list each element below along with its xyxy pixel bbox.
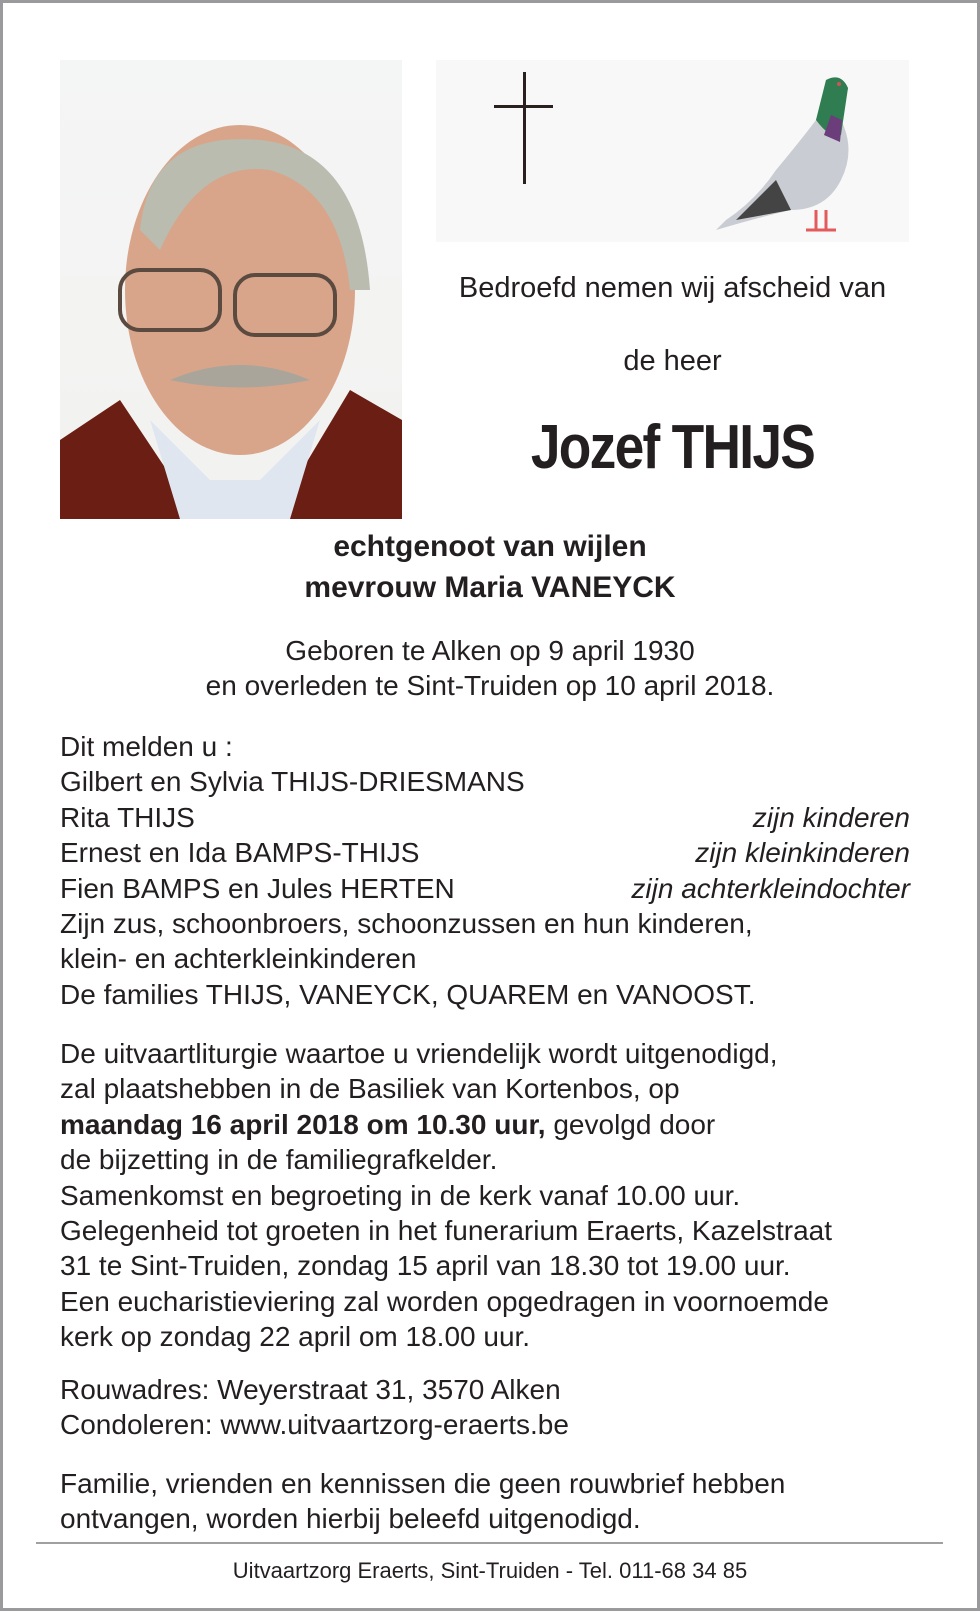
family-names: Ernest en Ida BAMPS-THIJS bbox=[60, 837, 420, 869]
family-row bbox=[60, 871, 910, 906]
family-names: Rita THIJS bbox=[60, 801, 195, 833]
birth-line: Geboren te Alken op 9 april 1930 bbox=[285, 635, 695, 666]
cross-icon bbox=[494, 72, 553, 184]
pigeon-icon bbox=[716, 77, 849, 230]
spouse-line: mevrouw Maria VANEYCK bbox=[304, 571, 676, 604]
funeral-info bbox=[60, 1036, 910, 1355]
mourning-address: Rouwadres: Weyerstraat 31, 3570 Alken bbox=[60, 1374, 561, 1405]
funeral-line: de bijzetting in de familiegrafkelder. bbox=[60, 1144, 498, 1176]
intro-text: Bedroefd nemen wij afscheid van bbox=[458, 272, 887, 304]
other-relatives: Zijn zus, schoonbroers, schoonzussen en hun kinderen, bbox=[60, 908, 753, 940]
family-names: Fien BAMPS en Jules HERTEN bbox=[60, 872, 455, 904]
family-names: Gilbert en Sylvia THIJS-DRIESMANS bbox=[60, 766, 525, 798]
spouse-line: echtgenoot van wijlen bbox=[333, 530, 647, 563]
other-relatives: De families THIJS, VANEYCK, QUAREM en VANOOST. bbox=[60, 978, 756, 1010]
announcement bbox=[60, 729, 910, 1012]
family-relation: zijn achterkleindochter bbox=[631, 872, 910, 904]
closing-text bbox=[60, 1466, 910, 1537]
funeral-line: zal plaatshebben in de Basiliek van Kortenbos, op bbox=[60, 1073, 680, 1105]
deceased-name: Jozef THIJS bbox=[530, 413, 815, 482]
family-row bbox=[60, 835, 910, 870]
footer-divider bbox=[36, 1542, 943, 1544]
portrait-photo bbox=[60, 60, 402, 519]
closing-line: ontvangen, worden hierbij beleefd uitgenodigd. bbox=[60, 1503, 641, 1535]
contact-info bbox=[60, 1372, 910, 1443]
funeral-text: gevolgd door bbox=[545, 1108, 716, 1140]
funeral-line: Samenkomst en begroeting in de kerk vanaf 10.00 uur. bbox=[60, 1179, 741, 1211]
funeral-home-footer: Uitvaartzorg Eraerts, Sint-Truiden - Tel. 011-68 34 85 bbox=[232, 1558, 748, 1583]
funeral-line: De uitvaartliturgie waartoe u vriendelijk wordt uitgenodigd, bbox=[60, 1038, 778, 1069]
life-dates bbox=[0, 633, 980, 703]
funeral-datetime: maandag 16 april 2018 om 10.30 uur, bbox=[60, 1108, 546, 1140]
title-text: de heer bbox=[623, 345, 722, 377]
funeral-line: Gelegenheid tot groeten in het funerarium Eraerts, Kazelstraat bbox=[60, 1215, 832, 1247]
spouse-info bbox=[0, 526, 980, 608]
death-line: en overleden te Sint-Truiden op 10 april 2018. bbox=[205, 670, 775, 701]
closing-line: Familie, vrienden en kennissen die geen rouwbrief hebben bbox=[60, 1468, 786, 1499]
family-row bbox=[60, 764, 910, 799]
family-row bbox=[60, 800, 910, 835]
funeral-line bbox=[60, 1107, 910, 1142]
condolence-website: Condoleren: www.uitvaartzorg-eraerts.be bbox=[60, 1409, 569, 1441]
funeral-line: kerk op zondag 22 april om 18.00 uur. bbox=[60, 1321, 531, 1353]
symbols-panel bbox=[436, 60, 909, 242]
funeral-line: Een eucharistieviering zal worden opgedragen in voornoemde bbox=[60, 1285, 829, 1317]
other-relatives: klein- en achterkleinkinderen bbox=[60, 943, 417, 975]
funeral-line: 31 te Sint-Truiden, zondag 15 april van 18.30 tot 19.00 uur. bbox=[60, 1250, 791, 1282]
announce-heading: Dit melden u : bbox=[60, 731, 233, 762]
family-relation: zijn kinderen bbox=[752, 801, 910, 833]
family-relation: zijn kleinkinderen bbox=[695, 837, 910, 869]
